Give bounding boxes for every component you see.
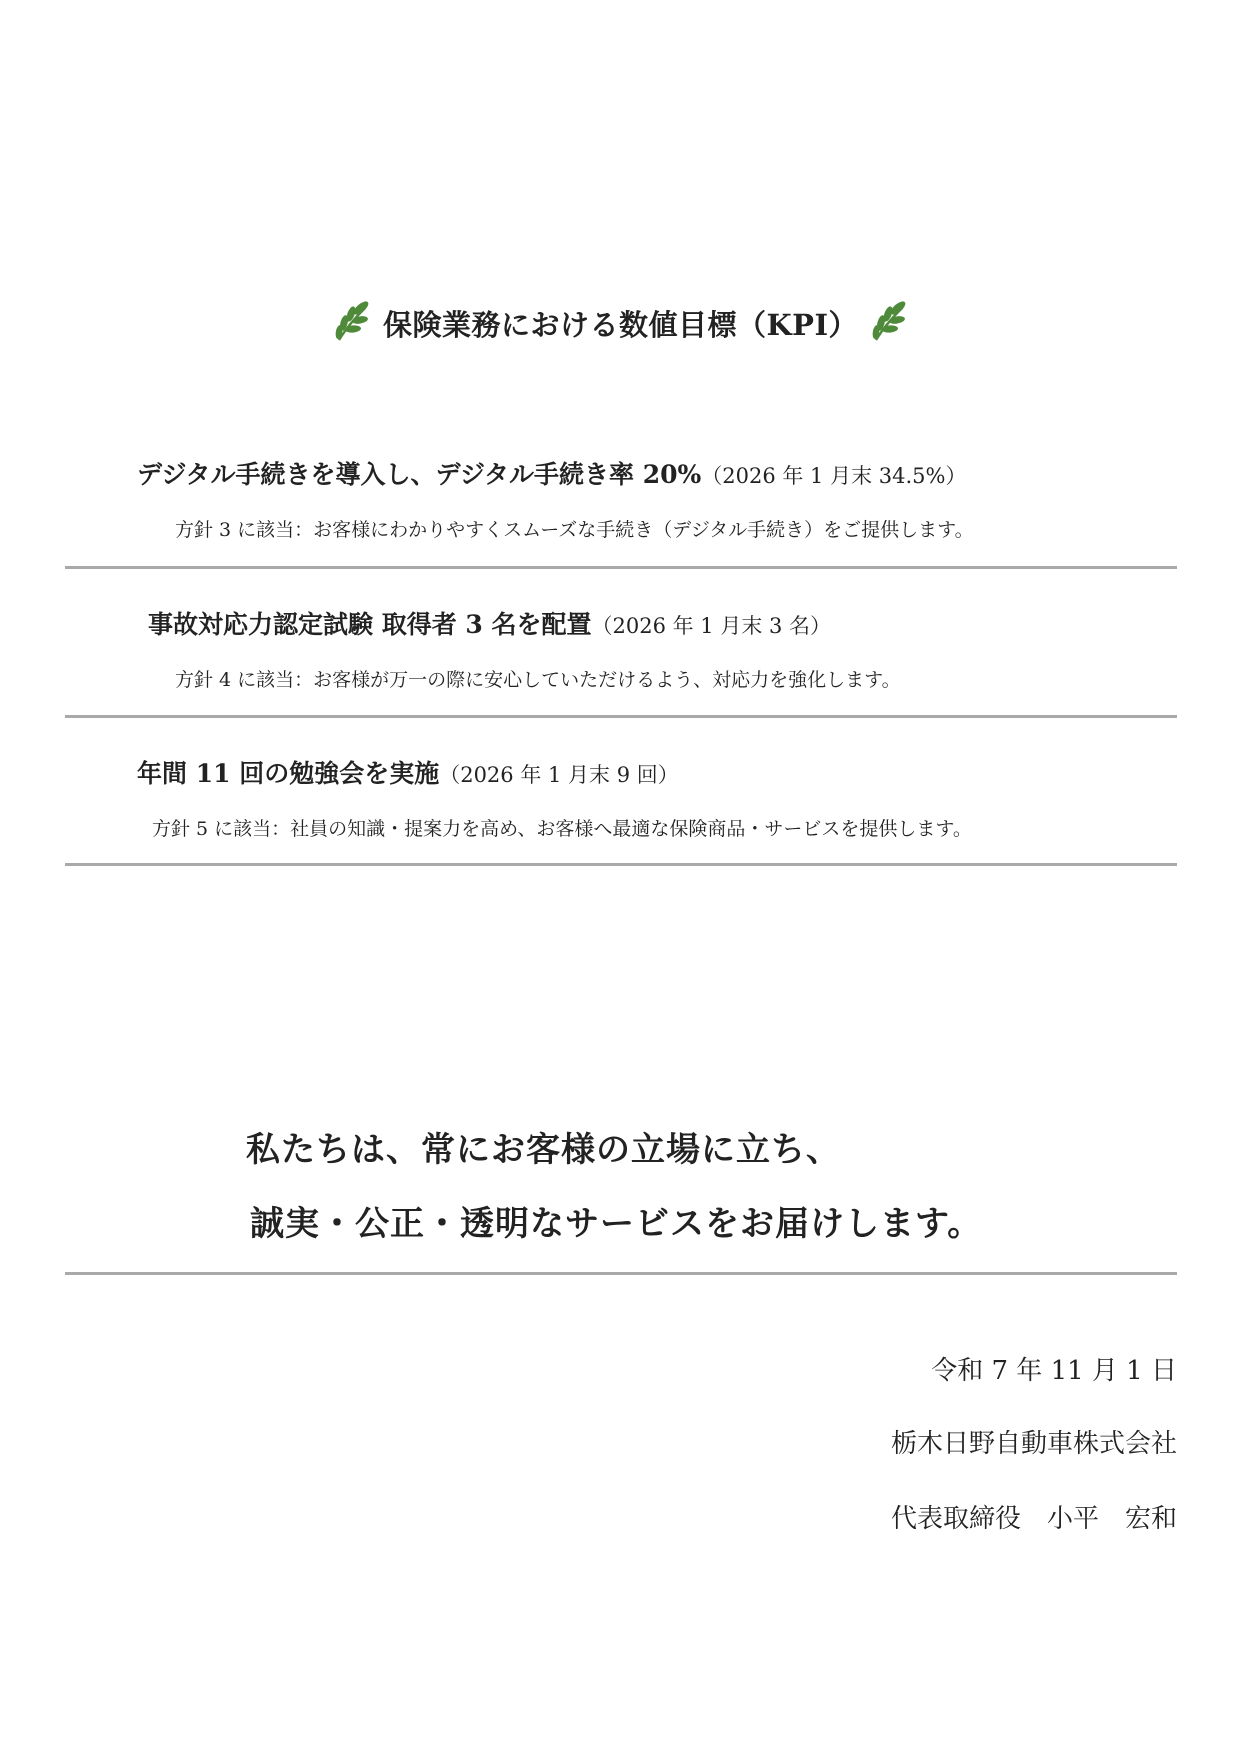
signature-company: 栃木日野自動車株式会社 xyxy=(890,1429,1177,1459)
page-title: 保険業務における数値目標（KPI） xyxy=(382,307,859,342)
message-line-1: 私たちは、常にお客様の立場に立ち、 xyxy=(246,1130,841,1170)
kpi-main: 事故対応力認定試験 取得者 3 名を配置 xyxy=(148,610,592,639)
divider xyxy=(65,715,1177,718)
kpi-sub: （2026 年 1 月末 34.5%） xyxy=(701,464,967,488)
leaf-icon xyxy=(331,300,373,346)
kpi-sub: （2026 年 1 月末 3 名） xyxy=(591,614,832,638)
kpi-policy: 方針 5 に該当：社員の知識・提案力を高め、お客様へ最適な保険商品・サービスを提供します。 xyxy=(152,818,972,840)
kpi-main: 年間 11 回の勉強会を実施 xyxy=(137,759,440,788)
kpi-policy: 方針 3 に該当：お客様にわかりやすくスムーズな手続き（デジタル手続き）をご提供します。 xyxy=(175,519,974,541)
kpi-sub: （2026 年 1 月末 9 回） xyxy=(439,763,679,787)
divider xyxy=(65,863,1177,866)
divider xyxy=(65,566,1177,569)
kpi-heading xyxy=(137,754,679,790)
kpi-heading xyxy=(148,605,831,641)
divider xyxy=(65,1272,1177,1275)
kpi-heading xyxy=(137,455,966,491)
message-line-2: 誠実・公正・透明なサービスをお届けします。 xyxy=(250,1204,983,1244)
title-row xyxy=(0,300,1241,346)
kpi-policy: 方針 4 に該当：お客様が万一の際に安心していただけるよう、対応力を強化します。 xyxy=(175,669,901,691)
signature-representative: 代表取締役 小平 宏和 xyxy=(890,1504,1177,1534)
signature-date: 令和 7 年 11 月 1 日 xyxy=(931,1356,1177,1386)
kpi-main: デジタル手続きを導入し、デジタル手続き率 20% xyxy=(137,460,702,489)
leaf-icon xyxy=(868,300,910,346)
